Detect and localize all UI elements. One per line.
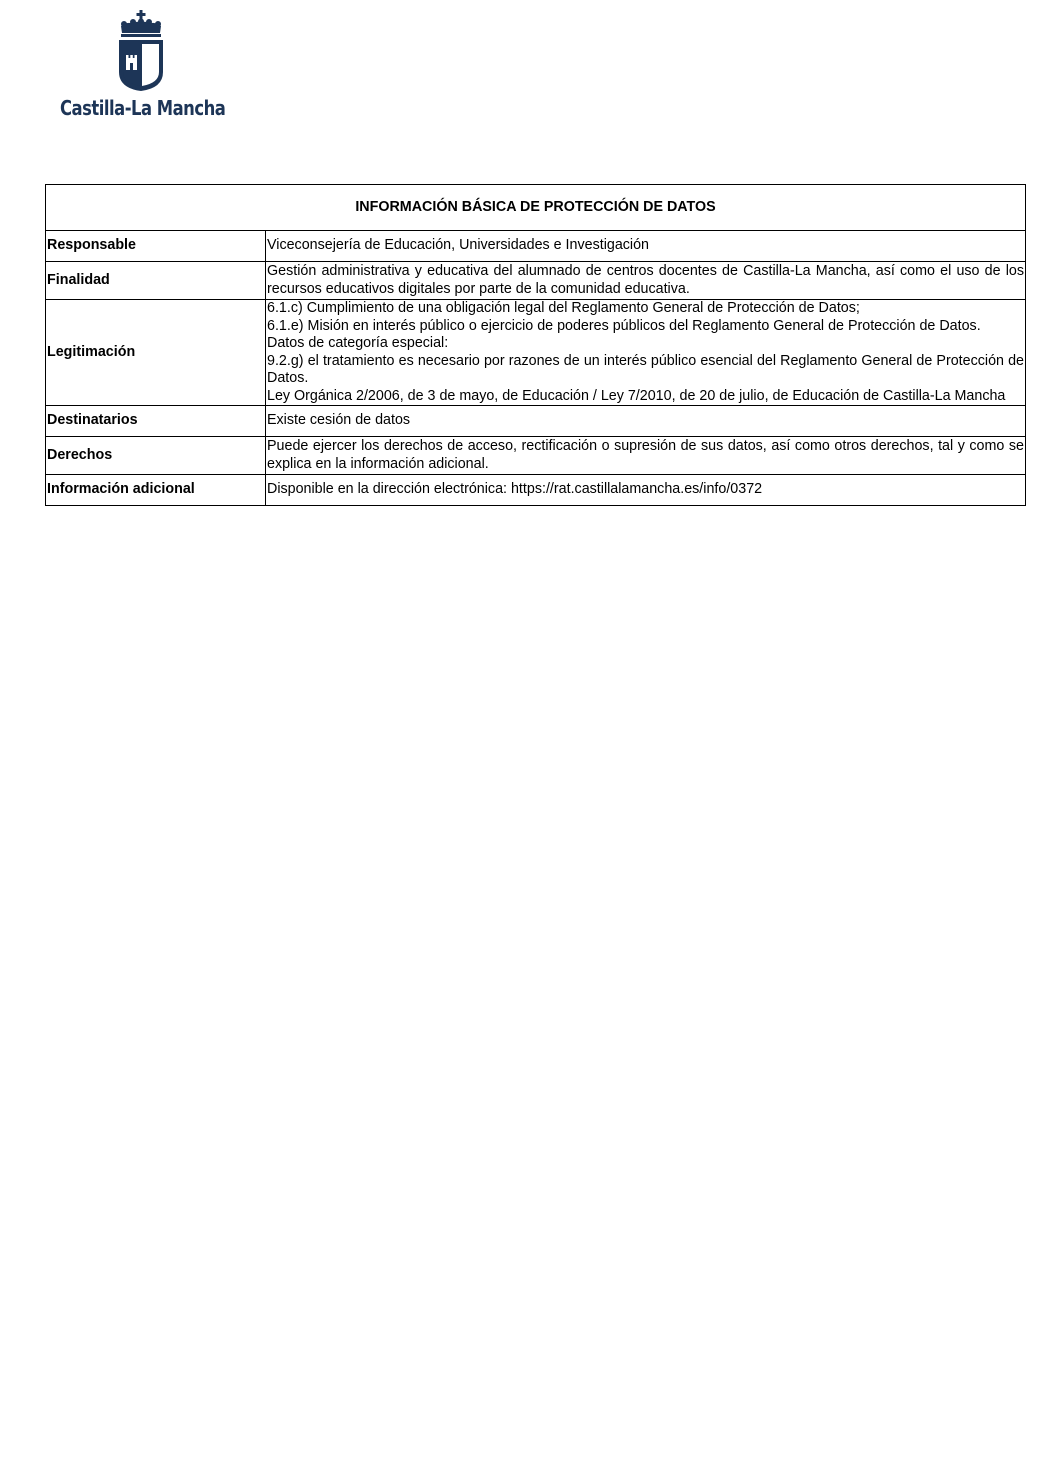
table-row-destinatarios [46,406,1026,437]
row-value-informacion-adicional: Disponible en la dirección electrónica: https://rat.castillalamancha.es/info/0372 [266,475,1026,506]
legitimacion-line: Ley Orgánica 2/2006, de 3 de mayo, de Educación / Ley 7/2010, de 20 de julio, de Educación de Castilla-La Mancha [267,387,1006,404]
table-title-row [46,185,1026,231]
legitimacion-line: 6.1.e) Misión en interés público o ejercicio de poderes públicos del Reglamento General de Protección de Datos. [267,317,981,334]
row-value-legitimacion [266,300,1026,406]
crown-shield-icon [116,10,166,92]
castilla-la-mancha-logo [60,10,225,122]
table-row-finalidad [46,262,1026,300]
row-value-derechos: Puede ejercer los derechos de acceso, rectificación o supresión de sus datos, así como otros derechos, tal y como se explica en la información adicional. [266,437,1026,475]
table-row-responsable [46,231,1026,262]
row-value-finalidad: Gestión administrativa y educativa del alumnado de centros docentes de Castilla-La Mancha, así como el uso de los recursos educativos digitales por parte de la comunidad educativa. [266,262,1026,300]
table-row-derechos [46,437,1026,475]
legitimacion-line: Datos de categoría especial: [267,335,449,351]
row-label-legitimacion: Legitimación [46,300,266,406]
logo-wordmark: Castilla-La Mancha [60,96,226,120]
row-value-responsable: Viceconsejería de Educación, Universidades e Investigación [266,231,1026,262]
data-protection-table [45,184,1026,506]
row-value-destinatarios: Existe cesión de datos [266,406,1026,437]
row-label-finalidad: Finalidad [46,262,266,300]
table-row-informacion-adicional [46,475,1026,506]
row-label-destinatarios: Destinatarios [46,406,266,437]
row-label-responsable: Responsable [46,231,266,262]
row-label-derechos: Derechos [46,437,266,475]
legitimacion-line: 6.1.c) Cumplimiento de una obligación legal del Reglamento General de Protección de Datos; [267,300,860,316]
legitimacion-line: 9.2.g) el tratamiento es necesario por razones de un interés público esencial del Reglamento General de Protección de Datos. [267,352,1025,386]
table-row-legitimacion [46,300,1026,406]
row-label-informacion-adicional: Información adicional [46,475,266,506]
table-title: INFORMACIÓN BÁSICA DE PROTECCIÓN DE DATOS [46,185,1026,231]
